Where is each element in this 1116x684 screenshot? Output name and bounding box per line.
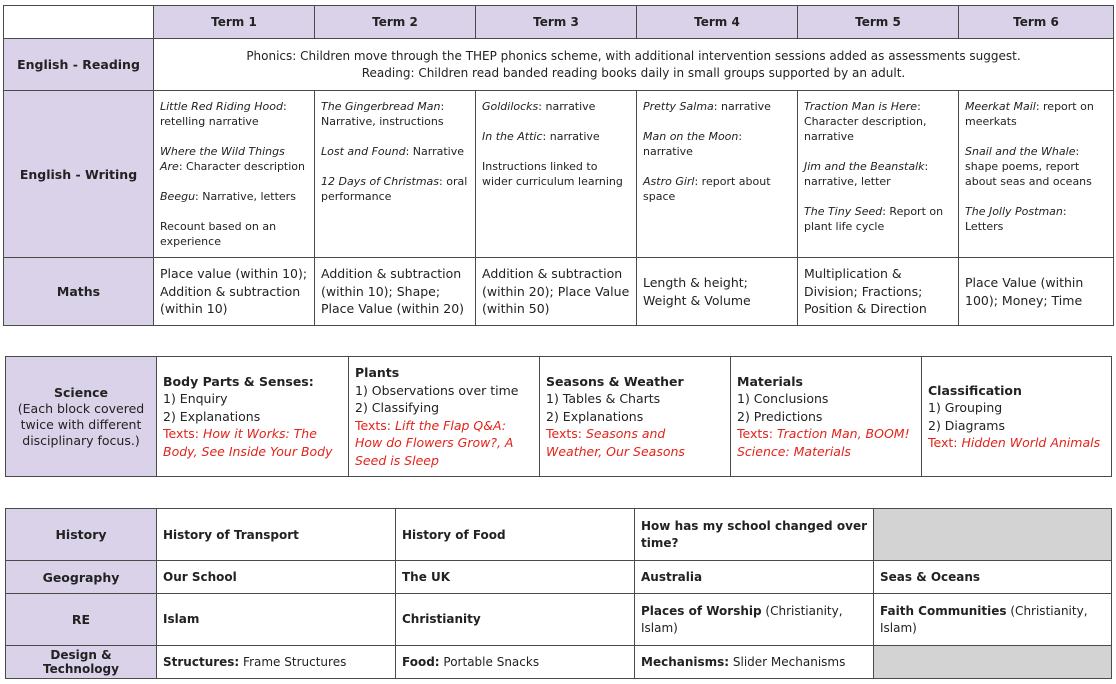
science-block-texts: [163, 425, 342, 460]
geography-cell: The UK: [396, 561, 635, 594]
science-block: [540, 357, 731, 477]
re-topic: Islam: [163, 612, 200, 626]
writing-entry: [321, 174, 469, 204]
geography-cell: Seas & Oceans: [874, 561, 1112, 594]
dt-cell: [157, 646, 396, 679]
book-title: Meerkat Mail: [965, 100, 1036, 113]
writing-cell: [798, 91, 959, 258]
science-block-title: Materials: [737, 373, 803, 389]
re-topic: Places of Worship: [641, 603, 762, 618]
maths-cell: Length & height; Weight & Volume: [637, 258, 798, 326]
science-block-line: 2) Explanations: [546, 408, 644, 424]
dt-topic: Structures:: [163, 655, 240, 669]
dt-detail: Frame Structures: [239, 655, 347, 669]
science-block-line: 1) Tables & Charts: [546, 391, 661, 407]
book-title: Jim and the Beanstalk: [804, 160, 925, 173]
book-title: Traction Man is Here: [804, 100, 918, 113]
writing-text: : Character description: [178, 160, 305, 173]
texts-label: Texts:: [737, 426, 777, 442]
science-block-line: 2) Explanations: [163, 408, 261, 424]
book-title: Man on the Moon: [643, 130, 739, 143]
history-cell: History of Food: [396, 509, 635, 561]
book-title: Goldilocks: [482, 100, 539, 113]
writing-entry: [160, 99, 308, 129]
writing-entry: [160, 144, 308, 174]
writing-text: : report about space: [643, 175, 771, 203]
writing-text: Instructions linked to wider curriculum learning: [482, 160, 623, 188]
writing-entry: [160, 189, 308, 204]
dt-detail: Portable Snacks: [439, 655, 540, 669]
term-header: Term 5: [798, 6, 959, 39]
writing-entry: [643, 99, 791, 114]
science-block-line: 1) Grouping: [928, 400, 1003, 415]
re-cell: [157, 594, 396, 646]
dt-topic: Mechanisms:: [641, 655, 730, 669]
dt-cell: [396, 646, 635, 679]
writing-entry: [160, 219, 308, 249]
row-label-reading: English - Reading: [4, 39, 154, 91]
writing-text: : narrative: [538, 100, 596, 113]
re-cell: [874, 594, 1112, 646]
geography-cell: Australia: [635, 561, 874, 594]
term-header: Term 6: [959, 6, 1114, 39]
texts-label: Text:: [928, 435, 962, 450]
science-block-texts: [737, 425, 915, 460]
texts-label: Texts:: [355, 417, 395, 433]
reading-phonics: Phonics: Children move through the THEP phonics scheme, with additional intervention sessions added as assessments suggest.: [246, 48, 1021, 63]
texts-titles: Traction Man, BOOM! Science: Materials: [737, 426, 910, 459]
writing-entry: [321, 144, 469, 159]
writing-entry: [804, 204, 952, 234]
writing-text: : narrative: [713, 100, 771, 113]
book-title: The Tiny Seed: [804, 205, 883, 218]
writing-text: : Report on plant life cycle: [804, 205, 944, 233]
maths-cell: Multiplication & Division; Fractions; Position & Direction: [798, 258, 959, 326]
reading-cell: [154, 39, 1114, 91]
re-cell: [635, 594, 874, 646]
writing-cell: [476, 91, 637, 258]
science-block-line: 1) Observations over time: [355, 382, 519, 398]
science-block-line: 2) Predictions: [737, 408, 823, 424]
writing-entry: [965, 144, 1107, 189]
writing-entry: [643, 129, 791, 159]
re-detail: (Christianity, Islam): [880, 603, 1088, 635]
dt-detail: Slider Mechanisms: [729, 655, 846, 669]
writing-entry: [965, 99, 1107, 129]
science-block: [731, 357, 922, 477]
science-block-texts: [546, 425, 724, 460]
science-block: [922, 357, 1112, 477]
writing-cell: [154, 91, 315, 258]
geography-cell: Our School: [157, 561, 396, 594]
dt-cell: [635, 646, 874, 679]
re-topic: Christianity: [402, 612, 481, 626]
term-header: Term 2: [315, 6, 476, 39]
history-cell: History of Transport: [157, 509, 396, 561]
science-block-texts: [928, 434, 1105, 452]
texts-label: Texts:: [163, 426, 203, 442]
empty-cell: [874, 646, 1112, 679]
book-title: The Jolly Postman: [965, 205, 1063, 218]
science-block: [157, 357, 349, 477]
writing-text: Recount based on an experience: [160, 220, 277, 248]
maths-cell: Place Value (within 100); Money; Time: [959, 258, 1114, 326]
row-label-science: Science: [54, 384, 108, 400]
row-label-re: RE: [6, 594, 157, 646]
science-block-line: 2) Classifying: [355, 400, 440, 415]
texts-titles: How it Works: The Body, See Inside Your Body: [163, 426, 333, 459]
maths-cell: Place value (within 10); Addition & subtraction (within 10): [154, 258, 315, 326]
re-topic: Faith Communities: [880, 603, 1007, 618]
book-title: Lost and Found: [321, 145, 406, 158]
writing-entry: [482, 129, 630, 144]
writing-text: : shape poems, report about seas and oceans: [965, 145, 1092, 188]
row-label-geography: Geography: [6, 561, 157, 594]
book-title: The Gingerbread Man: [321, 100, 441, 113]
empty-cell: [874, 509, 1112, 561]
science-label-cell: [6, 357, 157, 477]
book-title: Snail and the Whale: [965, 145, 1076, 158]
writing-text: : oral performance: [321, 175, 468, 203]
book-title: Where the Wild Things Are: [160, 145, 285, 173]
corner-cell: [4, 6, 154, 39]
writing-text: : narrative, letter: [804, 160, 929, 188]
texts-titles: Lift the Flap Q&A: How do Flowers Grow?, A Seed is Sleep: [355, 417, 514, 468]
science-table: [5, 356, 1112, 477]
writing-text: : Narrative: [405, 145, 464, 158]
row-label-history: History: [6, 509, 157, 561]
maths-cell: Addition & subtraction (within 10); Shape; Place Value (within 20): [315, 258, 476, 326]
row-label-maths: Maths: [4, 258, 154, 326]
science-block-line: 1) Conclusions: [737, 391, 829, 407]
history-cell: How has my school changed over time?: [635, 509, 874, 561]
writing-text: : retelling narrative: [160, 100, 287, 128]
writing-cell: [315, 91, 476, 258]
book-title: Astro Girl: [643, 175, 695, 188]
book-title: 12 Days of Christmas: [321, 175, 440, 188]
term-header: Term 1: [154, 6, 315, 39]
row-label-writing: English - Writing: [4, 91, 154, 258]
writing-text: : Narrative, letters: [195, 190, 296, 203]
writing-text: : Narrative, instructions: [321, 100, 445, 128]
writing-entry: [482, 99, 630, 114]
reading-books: Reading: Children read banded reading books daily in small groups supported by an adult.: [361, 65, 906, 80]
row-label-dt: Design & Technology: [6, 646, 157, 679]
science-block-title: Plants: [355, 365, 400, 380]
writing-entry: [482, 159, 630, 189]
science-note: (Each block covered twice with different disciplinary focus.): [17, 400, 145, 448]
book-title: Pretty Salma: [643, 100, 714, 113]
science-block-title: Seasons & Weather: [546, 373, 684, 389]
writing-text: : Character description, narrative: [804, 100, 927, 143]
writing-cell: [637, 91, 798, 258]
science-block-line: 1) Enquiry: [163, 391, 228, 407]
texts-titles: Hidden World Animals: [961, 435, 1101, 450]
writing-cell: [959, 91, 1114, 258]
science-block-texts: [355, 417, 533, 470]
writing-entry: [804, 99, 952, 144]
book-title: In the Attic: [482, 130, 543, 143]
science-block-line: 2) Diagrams: [928, 417, 1005, 433]
texts-titles: Seasons and Weather, Our Seasons: [546, 426, 685, 459]
science-block-title: Body Parts & Senses:: [163, 373, 314, 389]
writing-entry: [643, 174, 791, 204]
texts-label: Texts:: [546, 426, 586, 442]
writing-text: : Letters: [965, 205, 1067, 233]
book-title: Beegu: [160, 190, 196, 203]
term-header: Term 4: [637, 6, 798, 39]
dt-topic: Food:: [402, 655, 440, 669]
foundation-table: [5, 508, 1112, 679]
writing-text: : report on meerkats: [965, 100, 1094, 128]
re-cell: [396, 594, 635, 646]
science-block: [349, 357, 540, 477]
writing-entry: [804, 159, 952, 189]
re-detail: (Christianity, Islam): [641, 603, 843, 635]
writing-entry: [965, 204, 1107, 234]
term-header: Term 3: [476, 6, 637, 39]
writing-text: : narrative: [542, 130, 600, 143]
science-block-title: Classification: [928, 382, 1022, 398]
maths-cell: Addition & subtraction (within 20); Place Value (within 50): [476, 258, 637, 326]
writing-text: : narrative: [643, 130, 743, 158]
book-title: Little Red Riding Hood: [160, 100, 283, 113]
writing-entry: [321, 99, 469, 129]
english-maths-table: [3, 5, 1114, 326]
